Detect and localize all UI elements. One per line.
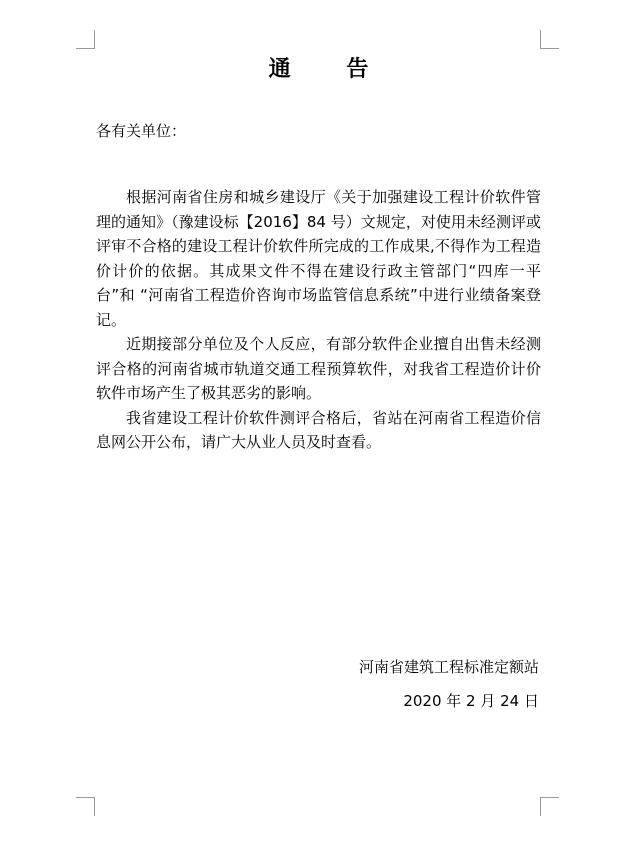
page-corner-mark-top-left bbox=[76, 30, 95, 49]
page-corner-mark-top-right bbox=[540, 30, 559, 49]
page-corner-mark-bottom-right bbox=[540, 797, 559, 816]
signature-date: 2020 年 2 月 24 日 bbox=[403, 692, 539, 710]
paragraph-2: 近期接部分单位及个人反应，有部分软件企业擅自出售未经测评合格的河南省城市轨道交通工程预算软件，对我省工程造价计价软件市场产生了极其恶劣的影响。 bbox=[96, 335, 541, 402]
paragraph-3: 我省建设工程计价软件测评合格后，省站在河南省工程造价信息网公开公布，请广大从业人员及时查看。 bbox=[96, 408, 541, 451]
document-title: 通 告 bbox=[268, 57, 393, 82]
paragraph-1: 根据河南省住房和城乡建设厅《关于加强建设工程计价软件管理的通知》（豫建设标【2016】84 号）文规定，对使用未经测评或评审不合格的建设工程计价软件所完成的工作成果,不得作为工程造价计价的依据。其成果文件不得在建设行政主管部门“四库一平台”和 “河南省工程造价咨询市场监管信息系统”中进行业绩备案登记。 bbox=[96, 188, 541, 329]
page-corner-mark-bottom-left bbox=[76, 797, 95, 816]
signature-organization: 河南省建筑工程标准定额站 bbox=[358, 658, 539, 676]
document-body bbox=[96, 185, 541, 455]
salutation: 各有关单位： bbox=[96, 122, 187, 140]
